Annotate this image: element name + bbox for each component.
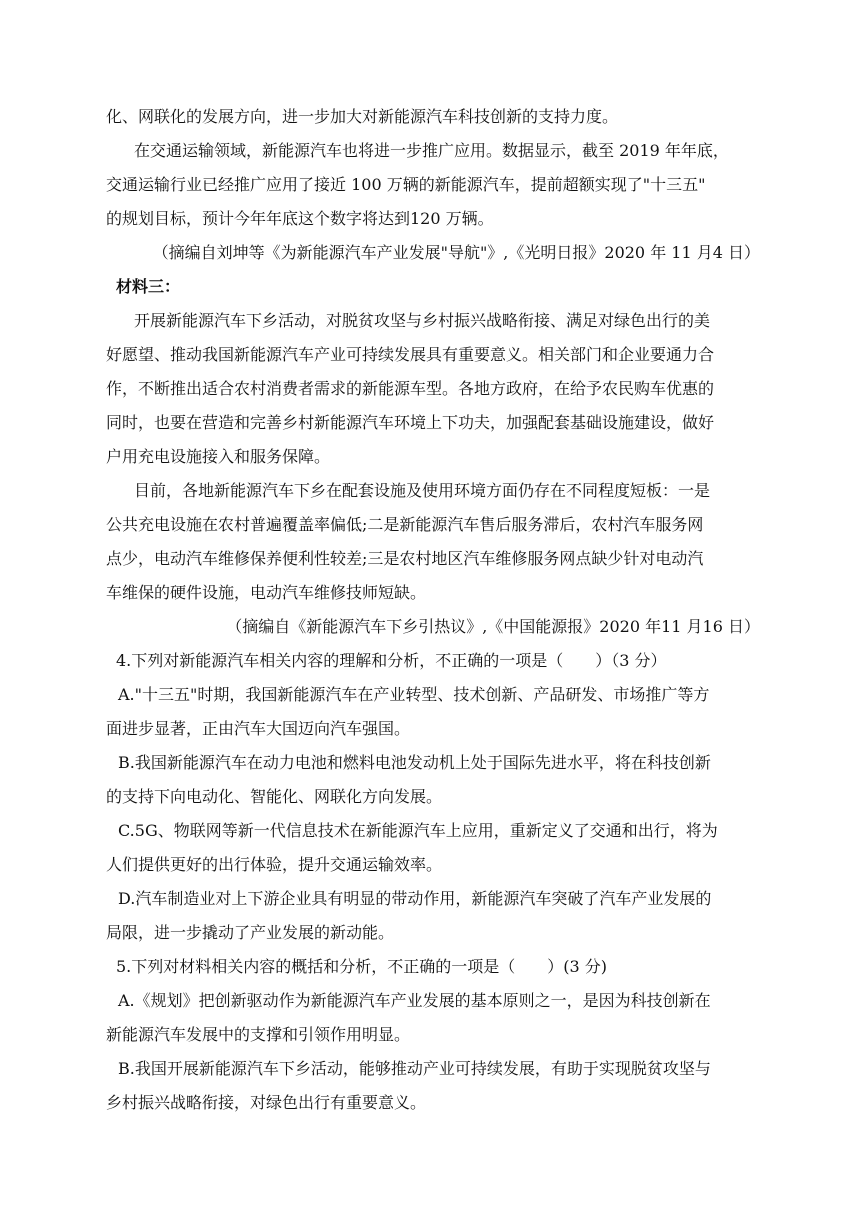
question-stem: 4.下列对新能源汽车相关内容的理解和分析，不正确的一项是（ ）（3 分） <box>116 651 667 670</box>
text-line: 同时，也要在营造和完善乡村新能源汽车环境上下功夫，加强配套基础设施建设，做好 <box>106 413 715 432</box>
text-line: 开展新能源汽车下乡活动，对脱贫攻坚与乡村振兴战略衔接、满足对绿色出行的美 <box>134 311 711 330</box>
option-a-cont: 面进步显著，正由汽车大国迈向汽车强国。 <box>106 719 411 738</box>
text-line: 户用充电设施接入和服务保障。 <box>106 447 331 466</box>
option-b-cont: 的支持下向电动化、智能化、网联化方向发展。 <box>106 787 443 806</box>
text-line: 在交通运输领域，新能源汽车也将进一步推广应用。数据显示，截至 2019 年年底， <box>134 141 729 160</box>
document-page <box>106 100 760 1120</box>
option-a: A.《规划》把创新驱动作为新能源汽车产业发展的基本原则之一，是因为科技创新在 <box>118 991 711 1010</box>
option-b: B.我国开展新能源汽车下乡活动，能够推动产业可持续发展，有助于实现脱贫攻坚与 <box>118 1059 711 1078</box>
question-4 <box>106 644 760 950</box>
text-line: 化、网联化的发展方向，进一步加大对新能源汽车科技创新的支持力度。 <box>106 107 619 126</box>
option-a: A."十三五"时期，我国新能源汽车在产业转型、技术创新、产品研发、市场推广等方 <box>118 685 710 704</box>
text-line: 好愿望、推动我国新能源汽车产业可持续发展具有重要意义。相关部门和企业要通力合 <box>106 345 715 364</box>
question-stem: 5.下列对材料相关内容的概括和分析，不正确的一项是（ ）(3 分) <box>116 957 608 976</box>
text-line: 公共充电设施在农村普遍覆盖率偏低;二是新能源汽车售后服务滞后，农村汽车服务网 <box>106 515 704 534</box>
material3-section <box>106 270 760 644</box>
text-line: 车维保的硬件设施，电动汽车维修技师短缺。 <box>106 583 427 602</box>
option-b: B.我国新能源汽车在动力电池和燃料电池发动机上处于国际先进水平，将在科技创新 <box>118 753 711 772</box>
option-d-cont: 局限，进一步撬动了产业发展的新动能。 <box>106 923 395 942</box>
text-line: 点少，电动汽车维修保养便利性较差;三是农村地区汽车维修服务网点缺少针对电动汽 <box>106 549 704 568</box>
text-line: 交通运输行业已经推广应用了接近 100 万辆的新能源汽车，提前超额实现了"十三五" <box>106 175 706 194</box>
option-a-cont: 新能源汽车发展中的支撑和引领作用明显。 <box>106 1025 411 1044</box>
section-heading: 材料三： <box>116 277 181 296</box>
option-c: C.5G、物联网等新一代信息技术在新能源汽车上应用，重新定义了交通和出行，将为 <box>118 821 718 840</box>
source-citation: （摘编自刘坤等《为新能源汽车产业发展"导航"》,《光明日报》2020 年 11 月4 日） <box>152 243 760 262</box>
option-c-cont: 人们提供更好的出行体验，提升交通运输效率。 <box>106 855 443 874</box>
material2-tail <box>106 100 760 270</box>
text-line: 的规划目标，预计今年年底这个数字将达到120 万辆。 <box>106 209 494 228</box>
text-line: 目前，各地新能源汽车下乡在配套设施及使用环境方面仍存在不同程度短板：一是 <box>134 481 711 500</box>
option-b-cont: 乡村振兴战略衔接，对绿色出行有重要意义。 <box>106 1093 427 1112</box>
text-line: 作，不断推出适合农村消费者需求的新能源车型。各地方政府，在给予农民购车优惠的 <box>106 379 715 398</box>
question-5 <box>106 950 760 1120</box>
option-d: D.汽车制造业对上下游企业具有明显的带动作用，新能源汽车突破了汽车产业发展的 <box>118 889 712 908</box>
source-citation: （摘编自《新能源汽车下乡引热议》,《中国能源报》2020 年11 月16 日） <box>226 617 760 636</box>
